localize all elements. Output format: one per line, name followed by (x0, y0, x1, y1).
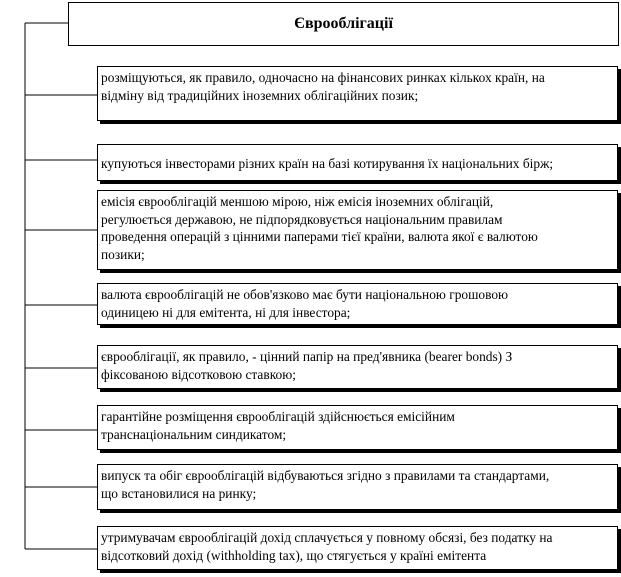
feature-item-8 (97, 526, 618, 570)
feature-item-3-line-4: позики; (101, 246, 145, 262)
feature-item-8-line-2: відсотковий дохід (withholding tax), що стягується у країні емітента (101, 547, 487, 563)
feature-item-6 (97, 405, 618, 450)
feature-item-5-line-1: єврооблігації, як правило, - цінний папір на пред'явника (bearer bonds) З (101, 349, 513, 364)
feature-item-8-line-1: утримувачам єврооблігацій дохід сплачується у повному обсязі, без податку на (101, 530, 553, 545)
feature-item-7 (97, 464, 618, 510)
feature-item-1 (97, 66, 618, 121)
feature-item-2 (97, 144, 618, 181)
feature-item-1-line-2: відміну від традиційних іноземних облігаційних позик; (101, 87, 419, 103)
feature-item-6-line-1: гарантійне розміщення єврооблігацій здійснюється емісійним (101, 409, 455, 424)
feature-item-6-line-2: транснаціональним синдикатом; (101, 426, 287, 442)
feature-item-7-line-2: що встановилися на ринку; (101, 485, 257, 501)
feature-item-4-line-2: одиницею ні для емітента, ні для інвестора; (101, 304, 351, 320)
feature-item-5 (97, 345, 618, 389)
diagram-title (68, 2, 619, 46)
feature-item-4-line-1: валюта єврооблігацій не обов'язково має бути національною грошовою (101, 287, 509, 302)
feature-item-5-line-2: фіксованою відсотковою ставкою; (101, 366, 296, 382)
feature-item-1-line-1: розміщуються, як правило, одночасно на фінансових ринках кількох країн, на (101, 70, 545, 85)
feature-item-3 (97, 190, 618, 270)
feature-item-7-line-1: випуск та обіг єврооблігацій відбуваються згідно з правилами та стандартами, (101, 468, 550, 483)
feature-item-3-line-2: регулюється державою, не підпорядковується національним правилам (101, 211, 503, 227)
feature-item-3-line-1: емісія єврооблігацій меншою мірою, ніж емісія іноземних облігацій, (101, 194, 494, 209)
feature-item-2-line-1: купуються інвесторами різних країн на базі котирування їх національних бірж; (101, 156, 554, 171)
feature-item-4 (97, 283, 618, 325)
feature-item-3-line-3: проведення операцій з цінними паперами тієї країни, валюта якої є валютою (101, 229, 538, 244)
diagram-title-text: Єврооблігації (294, 15, 393, 32)
